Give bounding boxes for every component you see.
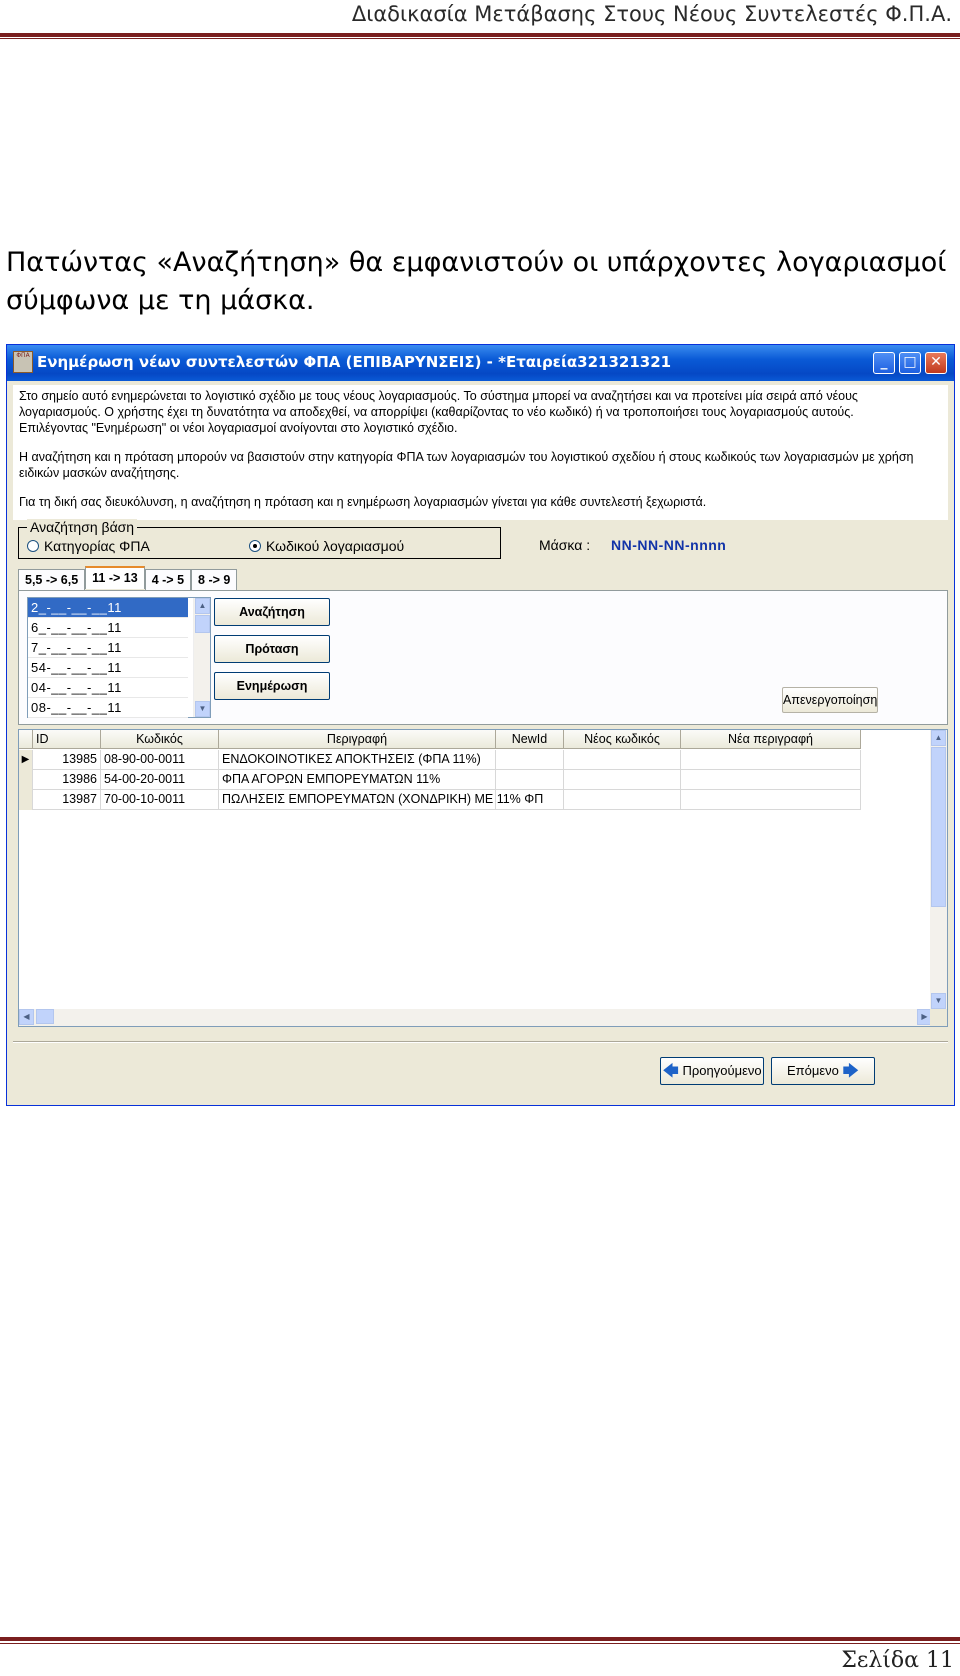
list-item[interactable]: 7_-__-__-__11 xyxy=(28,638,188,658)
window-title: Ενημέρωση νέων συντελεστών ΦΠΑ (ΕΠΙΒΑΡΥΝΣΕΙΣ) - *Εταιρεία321321321 xyxy=(37,353,672,371)
app-icon: ΦΠΑ xyxy=(13,351,33,373)
minimize-button[interactable]: _ xyxy=(873,352,895,374)
info-text: Επιλέγοντας "Ενημέρωση" οι νέοι λογαριασμοί ανοίγονται στο λογιστικό σχέδιο. xyxy=(19,421,458,435)
grid-vertical-scrollbar[interactable] xyxy=(930,730,947,1009)
cell-id[interactable]: 13986 xyxy=(33,770,101,790)
info-text: Η αναζήτηση και η πρόταση μπορούν να βασιστούν στην κατηγορία ΦΠΑ των λογαριασμών του λογιστικού σχεδίου ή στους κωδικούς των λογαριασμών με χρήση xyxy=(19,450,914,464)
column-header-newid[interactable]: NewId xyxy=(496,730,564,749)
radio-account-code-label: Κωδικού λογαριασμού xyxy=(266,538,405,554)
current-row-icon: ▶ xyxy=(19,750,33,770)
intro-paragraph xyxy=(6,244,956,320)
grid-header xyxy=(19,730,861,749)
accounts-grid xyxy=(18,729,948,1027)
rate-tabs xyxy=(18,569,237,591)
listbox-scrollbar[interactable] xyxy=(193,598,210,717)
cell-newid[interactable] xyxy=(496,790,564,810)
list-item[interactable]: 2_-__-__-__11 xyxy=(28,598,188,618)
cell-newid[interactable] xyxy=(496,750,564,770)
header-rule-thin xyxy=(0,38,960,39)
radio-circle-icon xyxy=(27,540,39,552)
cell-new-code[interactable] xyxy=(564,790,681,810)
mask-label: Μάσκα : xyxy=(539,537,591,553)
scrollbar-corner xyxy=(930,1009,947,1026)
search-basis-legend: Αναζήτηση βάση xyxy=(27,519,137,535)
scroll-up-icon[interactable]: ▲ xyxy=(931,730,946,746)
scroll-thumb[interactable] xyxy=(931,747,946,907)
footer-rule-thin xyxy=(0,1643,960,1644)
close-button[interactable]: ✕ xyxy=(925,352,947,374)
radio-account-code[interactable] xyxy=(249,538,404,554)
window-titlebar xyxy=(7,345,954,381)
vat-update-window xyxy=(6,344,955,1106)
cell-new-description[interactable] xyxy=(681,790,861,810)
cell-code[interactable]: 70-00-10-0011 xyxy=(101,790,219,810)
row-indicator xyxy=(19,770,33,790)
info-text: Στο σημείο αυτό ενημερώνεται το λογιστικό σχέδιο με τους νέους λογαριασμούς. Το σύστημα μπορεί να αναζητήσει και να προτείνει μία σειρά από νέους xyxy=(19,389,858,403)
propose-button[interactable]: Πρόταση xyxy=(214,635,330,663)
update-button[interactable]: Ενημέρωση xyxy=(214,672,330,700)
tab-panel xyxy=(18,590,948,725)
table-row[interactable] xyxy=(19,770,861,790)
next-button-label: Επόμενο xyxy=(786,1063,839,1078)
mask-value: NN-NN-NN-nnnn xyxy=(611,537,727,553)
tab-rate-4[interactable]: 4 -> 5 xyxy=(145,569,191,590)
list-item[interactable]: 54-__-__-__11 xyxy=(28,658,188,678)
tab-rate-5-5[interactable]: 5,5 -> 6,5 xyxy=(18,569,85,590)
scroll-left-icon[interactable]: ◀ xyxy=(19,1009,34,1025)
mask-listbox[interactable] xyxy=(27,597,211,718)
cell-id[interactable]: 13985 xyxy=(33,750,101,770)
previous-button-label: Προηγούμενο xyxy=(682,1063,762,1078)
row-indicator-header xyxy=(19,730,33,749)
list-item[interactable]: 04-__-__-__11 xyxy=(28,678,188,698)
radio-selected-icon xyxy=(249,540,261,552)
scroll-down-icon[interactable]: ▼ xyxy=(931,993,946,1009)
table-row[interactable] xyxy=(19,750,861,770)
next-button[interactable] xyxy=(771,1057,875,1085)
maximize-button[interactable]: □ xyxy=(899,352,921,374)
scroll-thumb[interactable] xyxy=(195,615,210,633)
cell-newid[interactable] xyxy=(496,770,564,790)
column-header-code[interactable]: Κωδικός xyxy=(101,730,219,749)
header-rule xyxy=(0,33,960,37)
cell-new-description[interactable] xyxy=(681,770,861,790)
cell-description[interactable]: ΕΝΔΟΚΟΙΝΟΤΙΚΕΣ ΑΠΟΚΤΗΣΕΙΣ (ΦΠΑ 11%) xyxy=(219,750,496,770)
cell-new-code[interactable] xyxy=(564,770,681,790)
cell-new-code[interactable] xyxy=(564,750,681,770)
arrow-right-icon: 🡆 xyxy=(842,1063,860,1080)
column-header-new-code[interactable]: Νέος κωδικός xyxy=(564,730,681,749)
tab-rate-8[interactable]: 8 -> 9 xyxy=(191,569,237,590)
table-row[interactable] xyxy=(19,790,861,810)
cell-id[interactable]: 13987 xyxy=(33,790,101,810)
document-header-title: Διαδικασία Μετάβασης Στους Νέους Συντελεστές Φ.Π.Α. xyxy=(351,2,952,26)
previous-button[interactable] xyxy=(660,1057,764,1085)
scroll-thumb[interactable] xyxy=(36,1009,54,1024)
deactivate-button[interactable]: Απενεργοποίηση xyxy=(782,687,878,713)
search-basis-group xyxy=(18,519,501,559)
cell-description[interactable]: ΦΠΑ ΑΓΟΡΩΝ ΕΜΠΟΡΕΥΜΑΤΩΝ 11% xyxy=(219,770,496,790)
column-header-description[interactable]: Περιγραφή xyxy=(219,730,496,749)
page-number: Σελίδα 11 xyxy=(841,1648,954,1673)
list-item[interactable]: 08-__-__-__11 xyxy=(28,698,188,718)
intro-line-1: Πατώντας «Αναζήτηση» θα εμφανιστούν οι υπάρχοντες λογαριασμοί xyxy=(6,247,947,278)
info-text: Για τη δική σας διευκόλυνση, η αναζήτηση η πρόταση και η ενημέρωση λογαριασμών γίνεται για κάθε συντελεστή ξεχωριστά. xyxy=(19,495,707,509)
arrow-left-icon: 🡄 xyxy=(662,1063,679,1080)
footer-rule xyxy=(0,1637,960,1641)
column-header-new-description[interactable]: Νέα περιγραφή xyxy=(681,730,861,749)
search-button[interactable]: Αναζήτηση xyxy=(214,598,330,626)
radio-vat-category[interactable] xyxy=(27,538,150,554)
intro-line-2: σύμφωνα με τη μάσκα. xyxy=(6,285,315,316)
radio-vat-category-label: Κατηγορίας ΦΠΑ xyxy=(44,538,150,554)
cell-description[interactable]: ΠΩΛΗΣΕΙΣ ΕΜΠΟΡΕΥΜΑΤΩΝ (ΧΟΝΔΡΙΚΗ) ΜΕ 11% ΦΠ xyxy=(219,790,496,810)
info-text: λογαριασμούς. Ο χρήστης έχει τη δυνατότητα να αποδεχθεί, να απορρίψει (καθαρίζοντας το νέο κωδικό) ή να τροποποιήσει τους λογαριασμούς αυτούς. xyxy=(19,405,854,419)
column-header-id[interactable]: ID xyxy=(33,730,101,749)
scroll-down-icon[interactable]: ▼ xyxy=(195,701,210,717)
row-indicator xyxy=(19,790,33,810)
cell-code[interactable]: 08-90-00-0011 xyxy=(101,750,219,770)
tab-rate-11[interactable]: 11 -> 13 xyxy=(85,566,145,589)
scroll-up-icon[interactable]: ▲ xyxy=(195,598,210,614)
footer-separator xyxy=(13,1041,948,1043)
cell-code[interactable]: 54-00-20-0011 xyxy=(101,770,219,790)
grid-horizontal-scrollbar[interactable] xyxy=(19,1009,932,1026)
info-panel xyxy=(13,385,948,520)
cell-new-description[interactable] xyxy=(681,750,861,770)
scroll-right-icon[interactable]: ▶ xyxy=(917,1009,932,1025)
list-item[interactable]: 6_-__-__-__11 xyxy=(28,618,188,638)
info-text: ειδικών μασκών αναζήτησης. xyxy=(19,466,180,480)
